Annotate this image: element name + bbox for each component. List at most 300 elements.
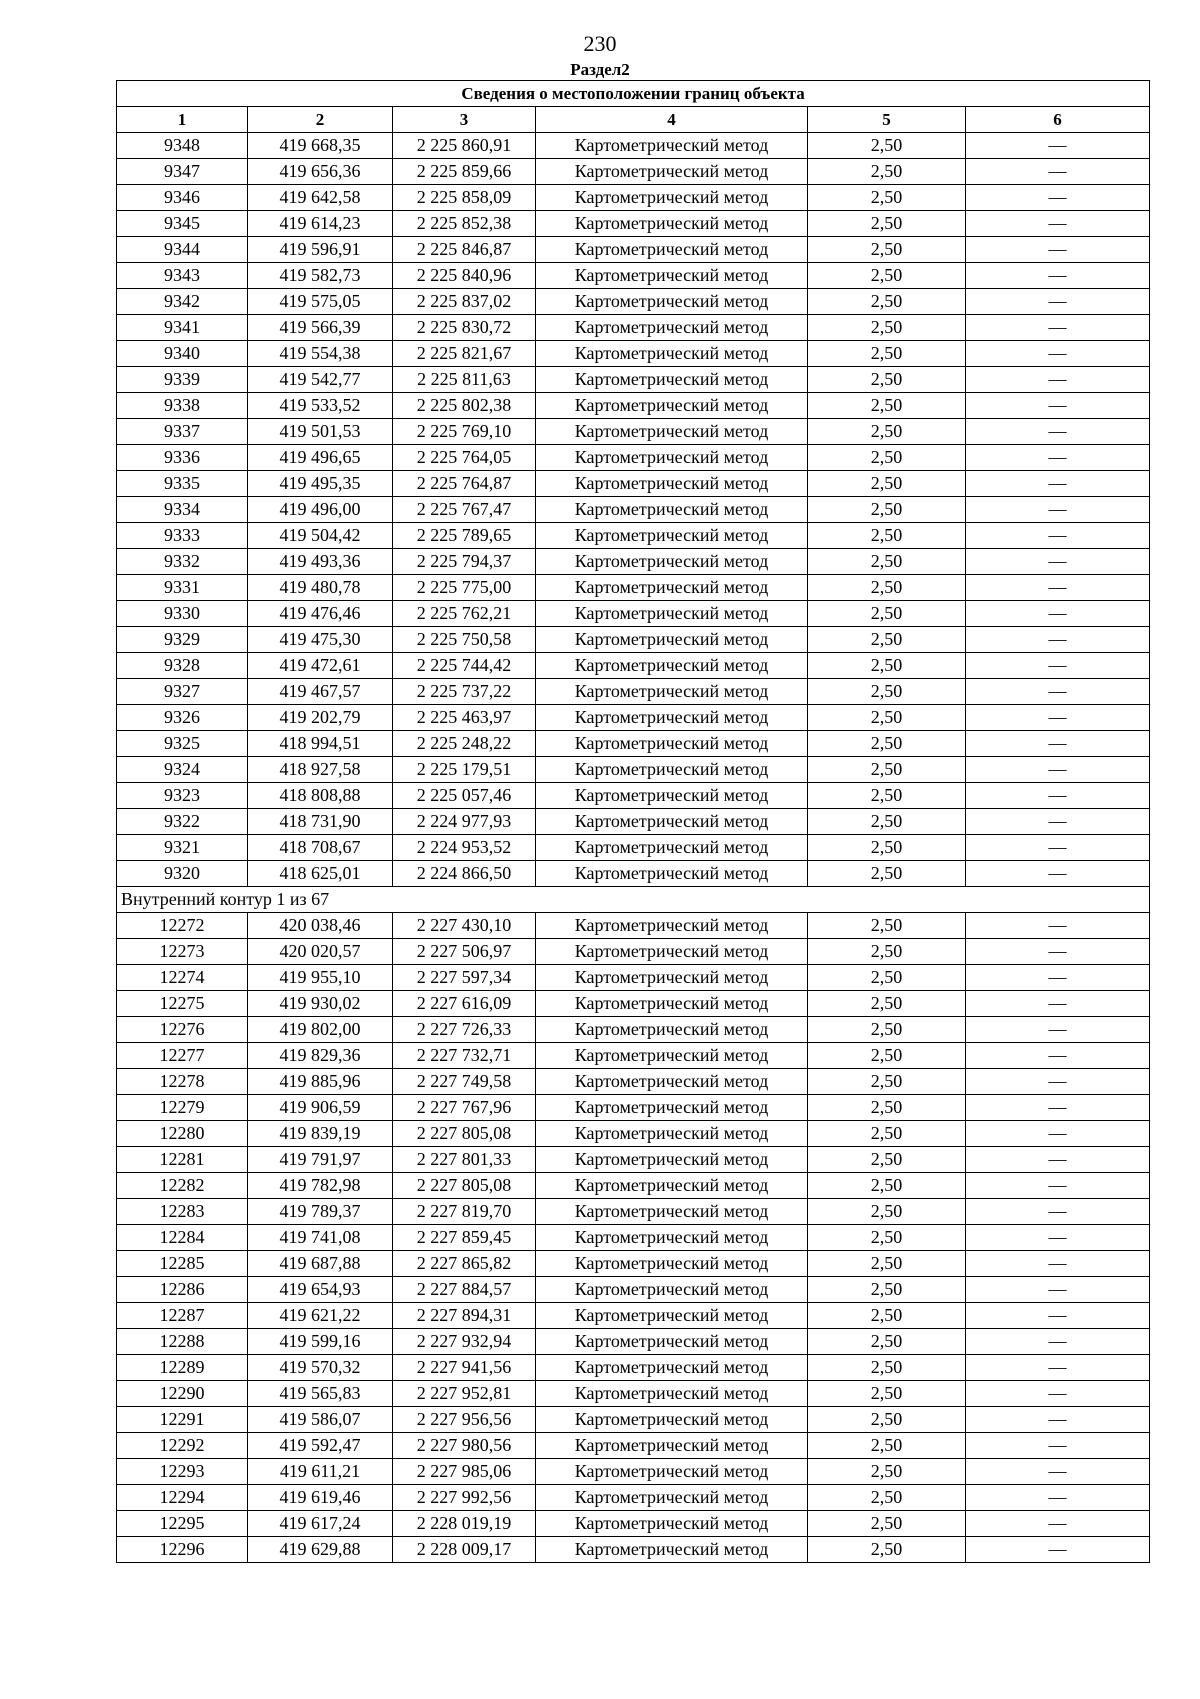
table-cell: — [966, 991, 1150, 1017]
table-row [117, 1043, 1150, 1069]
table-row [117, 315, 1150, 341]
table-cell: — [966, 679, 1150, 705]
table-cell: 2 225 179,51 [393, 757, 536, 783]
table-cell: 12286 [117, 1277, 248, 1303]
table-cell: 2,50 [808, 445, 966, 471]
table-cell: 419 611,21 [248, 1459, 393, 1485]
table-row [117, 627, 1150, 653]
table-cell: 9327 [117, 679, 248, 705]
table-cell: Картометрический метод [536, 367, 808, 393]
table-cell: 420 038,46 [248, 913, 393, 939]
table-cell: 2 227 985,06 [393, 1459, 536, 1485]
table-row [117, 1433, 1150, 1459]
table-cell: 2,50 [808, 1459, 966, 1485]
table-cell: — [966, 289, 1150, 315]
table-cell: Картометрический метод [536, 627, 808, 653]
table-cell: 2,50 [808, 549, 966, 575]
table-cell: 419 955,10 [248, 965, 393, 991]
column-header: 1 [117, 107, 248, 133]
table-cell: 2,50 [808, 1329, 966, 1355]
table-cell: 2,50 [808, 1121, 966, 1147]
table-cell: Картометрический метод [536, 159, 808, 185]
table-cell: 2,50 [808, 1251, 966, 1277]
table-cell: — [966, 315, 1150, 341]
column-header: 5 [808, 107, 966, 133]
table-cell: — [966, 471, 1150, 497]
table-cell: 2,50 [808, 653, 966, 679]
table-cell: 419 687,88 [248, 1251, 393, 1277]
table-cell: 419 467,57 [248, 679, 393, 705]
table-cell: — [966, 809, 1150, 835]
column-header: 4 [536, 107, 808, 133]
table-row [117, 263, 1150, 289]
table-cell: — [966, 185, 1150, 211]
table-cell: 419 619,46 [248, 1485, 393, 1511]
table-cell: 419 565,83 [248, 1381, 393, 1407]
table-cell: — [966, 627, 1150, 653]
table-cell: 419 621,22 [248, 1303, 393, 1329]
table-cell: Картометрический метод [536, 471, 808, 497]
table-row [117, 211, 1150, 237]
table-cell: 2 227 506,97 [393, 939, 536, 965]
table-cell: 2,50 [808, 1095, 966, 1121]
table-row [117, 1225, 1150, 1251]
table-cell: 419 493,36 [248, 549, 393, 575]
table-cell: 2,50 [808, 393, 966, 419]
table-row [117, 679, 1150, 705]
table-cell: 2,50 [808, 705, 966, 731]
table-cell: 2 224 977,93 [393, 809, 536, 835]
table-cell: 2,50 [808, 263, 966, 289]
table-cell: Картометрический метод [536, 1121, 808, 1147]
table-cell: 2 225 463,97 [393, 705, 536, 731]
table-cell: Картометрический метод [536, 133, 808, 159]
table-cell: 2,50 [808, 939, 966, 965]
table-cell: 419 930,02 [248, 991, 393, 1017]
table-cell: 2,50 [808, 679, 966, 705]
table-row [117, 1407, 1150, 1433]
table-cell: 2,50 [808, 1147, 966, 1173]
table-head [117, 81, 1150, 133]
table-cell: 9345 [117, 211, 248, 237]
table-cell: 2,50 [808, 991, 966, 1017]
table-row [117, 133, 1150, 159]
table-row [117, 731, 1150, 757]
table-cell: — [966, 133, 1150, 159]
table-cell: 2 225 248,22 [393, 731, 536, 757]
table-cell: 419 586,07 [248, 1407, 393, 1433]
table-row [117, 809, 1150, 835]
table-body [117, 133, 1150, 1563]
table-cell: 12279 [117, 1095, 248, 1121]
table-cell: 2 227 956,56 [393, 1407, 536, 1433]
table-cell: 2,50 [808, 1069, 966, 1095]
table-cell: 419 496,00 [248, 497, 393, 523]
table-cell: 2,50 [808, 601, 966, 627]
table-row [117, 549, 1150, 575]
table-cell: 9322 [117, 809, 248, 835]
contour-label: Внутренний контур 1 из 67 [117, 887, 1150, 913]
table-cell: 2,50 [808, 1017, 966, 1043]
table-row [117, 601, 1150, 627]
table-cell: 2 227 894,31 [393, 1303, 536, 1329]
table-cell: — [966, 497, 1150, 523]
table-cell: — [966, 367, 1150, 393]
table-cell: 419 533,52 [248, 393, 393, 419]
table-cell: 12295 [117, 1511, 248, 1537]
table-cell: 419 566,39 [248, 315, 393, 341]
table-cell: 2,50 [808, 1407, 966, 1433]
table-cell: 419 656,36 [248, 159, 393, 185]
table-cell: 2 225 775,00 [393, 575, 536, 601]
table-row [117, 1537, 1150, 1563]
table-cell: — [966, 783, 1150, 809]
table-cell: 12276 [117, 1017, 248, 1043]
table-cell: 12274 [117, 965, 248, 991]
table-cell: Картометрический метод [536, 965, 808, 991]
table-cell: 2,50 [808, 835, 966, 861]
boundary-coordinates-table [116, 80, 1150, 1563]
table-cell: — [966, 1095, 1150, 1121]
table-cell: Картометрический метод [536, 289, 808, 315]
table-cell: 2 227 884,57 [393, 1277, 536, 1303]
table-cell: 9334 [117, 497, 248, 523]
table-row [117, 1459, 1150, 1485]
table-cell: 419 582,73 [248, 263, 393, 289]
table-cell: 9337 [117, 419, 248, 445]
table-row [117, 1069, 1150, 1095]
table-cell: 9333 [117, 523, 248, 549]
table-cell: 2 225 802,38 [393, 393, 536, 419]
table-cell: — [966, 419, 1150, 445]
table-cell: 419 789,37 [248, 1199, 393, 1225]
table-cell: 2 225 750,58 [393, 627, 536, 653]
table-cell: 2 225 744,42 [393, 653, 536, 679]
table-cell: Картометрический метод [536, 185, 808, 211]
table-cell: 2,50 [808, 757, 966, 783]
table-cell: Картометрический метод [536, 341, 808, 367]
table-cell: — [966, 1407, 1150, 1433]
table-row [117, 1147, 1150, 1173]
table-row [117, 1199, 1150, 1225]
table-row [117, 367, 1150, 393]
table-cell: Картометрический метод [536, 575, 808, 601]
table-cell: — [966, 575, 1150, 601]
table-cell: 419 501,53 [248, 419, 393, 445]
table-cell: 9341 [117, 315, 248, 341]
table-cell: — [966, 1303, 1150, 1329]
table-cell: 419 202,79 [248, 705, 393, 731]
table-cell: 2,50 [808, 965, 966, 991]
table-cell: — [966, 237, 1150, 263]
table-row [117, 939, 1150, 965]
table-cell: Картометрический метод [536, 315, 808, 341]
table-cell: Картометрический метод [536, 913, 808, 939]
table-cell: 12272 [117, 913, 248, 939]
table-cell: Картометрический метод [536, 601, 808, 627]
table-cell: 2 225 860,91 [393, 133, 536, 159]
table-cell: — [966, 549, 1150, 575]
table-cell: 419 629,88 [248, 1537, 393, 1563]
table-cell: 2 225 840,96 [393, 263, 536, 289]
table-row [117, 1511, 1150, 1537]
table-cell: — [966, 393, 1150, 419]
table-cell: Картометрический метод [536, 1537, 808, 1563]
table-cell: Картометрический метод [536, 1485, 808, 1511]
table-row [117, 341, 1150, 367]
table-cell: 2 225 789,65 [393, 523, 536, 549]
table-cell: 2 227 597,34 [393, 965, 536, 991]
table-title-row [117, 81, 1150, 107]
table-cell: Картометрический метод [536, 1069, 808, 1095]
table-cell: — [966, 1069, 1150, 1095]
table-row [117, 471, 1150, 497]
table-cell: 2 225 858,09 [393, 185, 536, 211]
table-cell: 2 227 941,56 [393, 1355, 536, 1381]
table-cell: 419 802,00 [248, 1017, 393, 1043]
table-cell: 2 227 767,96 [393, 1095, 536, 1121]
table-cell: Картометрический метод [536, 1511, 808, 1537]
table-cell: 418 994,51 [248, 731, 393, 757]
table-cell: 2,50 [808, 211, 966, 237]
table-cell: 2 227 865,82 [393, 1251, 536, 1277]
table-cell: 2 227 952,81 [393, 1381, 536, 1407]
table-cell: 2 225 762,21 [393, 601, 536, 627]
table-cell: 2,50 [808, 1485, 966, 1511]
table-cell: 9348 [117, 133, 248, 159]
table-cell: 12275 [117, 991, 248, 1017]
table-cell: Картометрический метод [536, 1251, 808, 1277]
table-cell: Картометрический метод [536, 445, 808, 471]
table-cell: 2 224 866,50 [393, 861, 536, 887]
table-row [117, 1017, 1150, 1043]
table-cell: Картометрический метод [536, 497, 808, 523]
table-cell: 419 668,35 [248, 133, 393, 159]
table-cell: 2 224 953,52 [393, 835, 536, 861]
table-cell: — [966, 913, 1150, 939]
table-cell: Картометрический метод [536, 783, 808, 809]
table-cell: 2,50 [808, 1199, 966, 1225]
table-cell: Картометрический метод [536, 1277, 808, 1303]
table-row [117, 393, 1150, 419]
table-cell: 12278 [117, 1069, 248, 1095]
table-cell: 2 225 859,66 [393, 159, 536, 185]
table-cell: Картометрический метод [536, 1147, 808, 1173]
table-cell: 419 476,46 [248, 601, 393, 627]
table-cell: 2,50 [808, 1225, 966, 1251]
table-cell: 2,50 [808, 1537, 966, 1563]
table-cell: 419 495,35 [248, 471, 393, 497]
table-cell: Картометрический метод [536, 1043, 808, 1069]
table-cell: 9329 [117, 627, 248, 653]
table-row [117, 1485, 1150, 1511]
table-cell: — [966, 939, 1150, 965]
column-header: 2 [248, 107, 393, 133]
table-cell: 9332 [117, 549, 248, 575]
table-cell: 2,50 [808, 1511, 966, 1537]
table-row [117, 497, 1150, 523]
table-cell: 12288 [117, 1329, 248, 1355]
table-cell: 12294 [117, 1485, 248, 1511]
table-cell: Картометрический метод [536, 835, 808, 861]
table-cell: 2 225 769,10 [393, 419, 536, 445]
table-cell: Картометрический метод [536, 939, 808, 965]
table-row [117, 965, 1150, 991]
table-cell: 2,50 [808, 471, 966, 497]
table-cell: 2,50 [808, 523, 966, 549]
table-cell: 419 614,23 [248, 211, 393, 237]
table-cell: — [966, 263, 1150, 289]
table-cell: 2 227 805,08 [393, 1121, 536, 1147]
table-cell: 9324 [117, 757, 248, 783]
column-header: 6 [966, 107, 1150, 133]
table-cell: 419 592,47 [248, 1433, 393, 1459]
table-cell: 2 225 737,22 [393, 679, 536, 705]
table-cell: Картометрический метод [536, 237, 808, 263]
contour-row [117, 887, 1150, 913]
table-cell: 2 228 009,17 [393, 1537, 536, 1563]
table-cell: — [966, 1355, 1150, 1381]
table-cell: 419 741,08 [248, 1225, 393, 1251]
table-cell: — [966, 705, 1150, 731]
table-cell: 9342 [117, 289, 248, 315]
table-row [117, 835, 1150, 861]
table-cell: 2 225 811,63 [393, 367, 536, 393]
table-cell: — [966, 1433, 1150, 1459]
table-cell: 12292 [117, 1433, 248, 1459]
table-cell: — [966, 601, 1150, 627]
table-row [117, 653, 1150, 679]
table-cell: 2,50 [808, 1043, 966, 1069]
table-cell: Картометрический метод [536, 1303, 808, 1329]
column-header-row [117, 107, 1150, 133]
table-cell: 419 782,98 [248, 1173, 393, 1199]
table-row [117, 445, 1150, 471]
table-cell: — [966, 1511, 1150, 1537]
table-cell: 2 227 749,58 [393, 1069, 536, 1095]
table-cell: 418 731,90 [248, 809, 393, 835]
table-cell: 2 225 057,46 [393, 783, 536, 809]
table-cell: 9344 [117, 237, 248, 263]
table-cell: — [966, 1173, 1150, 1199]
table-cell: 419 839,19 [248, 1121, 393, 1147]
table-row [117, 1095, 1150, 1121]
table-cell: 419 617,24 [248, 1511, 393, 1537]
table-cell: 419 906,59 [248, 1095, 393, 1121]
table-cell: 2 225 767,47 [393, 497, 536, 523]
table-cell: 419 791,97 [248, 1147, 393, 1173]
table-row [117, 783, 1150, 809]
table-cell: — [966, 1277, 1150, 1303]
table-cell: Картометрический метод [536, 1199, 808, 1225]
table-cell: 12291 [117, 1407, 248, 1433]
table-cell: 9321 [117, 835, 248, 861]
table-cell: — [966, 861, 1150, 887]
table-cell: — [966, 445, 1150, 471]
table-cell: 2,50 [808, 1381, 966, 1407]
table-cell: 419 570,32 [248, 1355, 393, 1381]
table-row [117, 757, 1150, 783]
table-cell: 419 472,61 [248, 653, 393, 679]
table-row [117, 1303, 1150, 1329]
table-cell: — [966, 159, 1150, 185]
table-cell: 2,50 [808, 861, 966, 887]
table-row [117, 159, 1150, 185]
table-cell: — [966, 1225, 1150, 1251]
table-cell: 12281 [117, 1147, 248, 1173]
table-cell: 419 599,16 [248, 1329, 393, 1355]
table-cell: 2 227 732,71 [393, 1043, 536, 1069]
table-cell: 2,50 [808, 289, 966, 315]
table-cell: 2 228 019,19 [393, 1511, 536, 1537]
table-cell: 9339 [117, 367, 248, 393]
table-cell: Картометрический метод [536, 705, 808, 731]
table-cell: 2,50 [808, 731, 966, 757]
table-cell: — [966, 341, 1150, 367]
table-cell: 2 227 859,45 [393, 1225, 536, 1251]
table-cell: 9347 [117, 159, 248, 185]
table-cell: 2 225 794,37 [393, 549, 536, 575]
table-cell: 2 227 430,10 [393, 913, 536, 939]
table-row [117, 913, 1150, 939]
table-cell: 420 020,57 [248, 939, 393, 965]
table-row [117, 523, 1150, 549]
table-cell: 2,50 [808, 783, 966, 809]
table-cell: 2,50 [808, 159, 966, 185]
table-cell: Картометрический метод [536, 1017, 808, 1043]
table-cell: — [966, 835, 1150, 861]
table-cell: Картометрический метод [536, 1407, 808, 1433]
table-cell: Картометрический метод [536, 211, 808, 237]
table-row [117, 1251, 1150, 1277]
table-cell: Картометрический метод [536, 1381, 808, 1407]
table-cell: 2,50 [808, 1355, 966, 1381]
table-cell: — [966, 757, 1150, 783]
table-cell: 2,50 [808, 367, 966, 393]
page-number: 230 [583, 31, 617, 56]
table-cell: 12285 [117, 1251, 248, 1277]
table-cell: Картометрический метод [536, 1355, 808, 1381]
table-cell: Картометрический метод [536, 523, 808, 549]
table-cell: 419 829,36 [248, 1043, 393, 1069]
table-cell: 9325 [117, 731, 248, 757]
table-cell: 9326 [117, 705, 248, 731]
table-cell: 419 654,93 [248, 1277, 393, 1303]
table-cell: 9330 [117, 601, 248, 627]
table-row [117, 289, 1150, 315]
table-row [117, 419, 1150, 445]
table-cell: 12289 [117, 1355, 248, 1381]
column-header: 3 [393, 107, 536, 133]
table-cell: 419 504,42 [248, 523, 393, 549]
table-cell: 419 496,65 [248, 445, 393, 471]
table-row [117, 1355, 1150, 1381]
table-cell: 9346 [117, 185, 248, 211]
table-cell: Картометрический метод [536, 1173, 808, 1199]
table-cell: Картометрический метод [536, 757, 808, 783]
table-row [117, 705, 1150, 731]
table-cell: — [966, 1017, 1150, 1043]
table-row [117, 1381, 1150, 1407]
table-row [117, 1121, 1150, 1147]
table-cell: — [966, 1329, 1150, 1355]
table-cell: 2,50 [808, 627, 966, 653]
table-cell: 419 480,78 [248, 575, 393, 601]
table-cell: Картометрический метод [536, 263, 808, 289]
table-cell: 2,50 [808, 913, 966, 939]
table-row [117, 1173, 1150, 1199]
table-cell: Картометрический метод [536, 1329, 808, 1355]
